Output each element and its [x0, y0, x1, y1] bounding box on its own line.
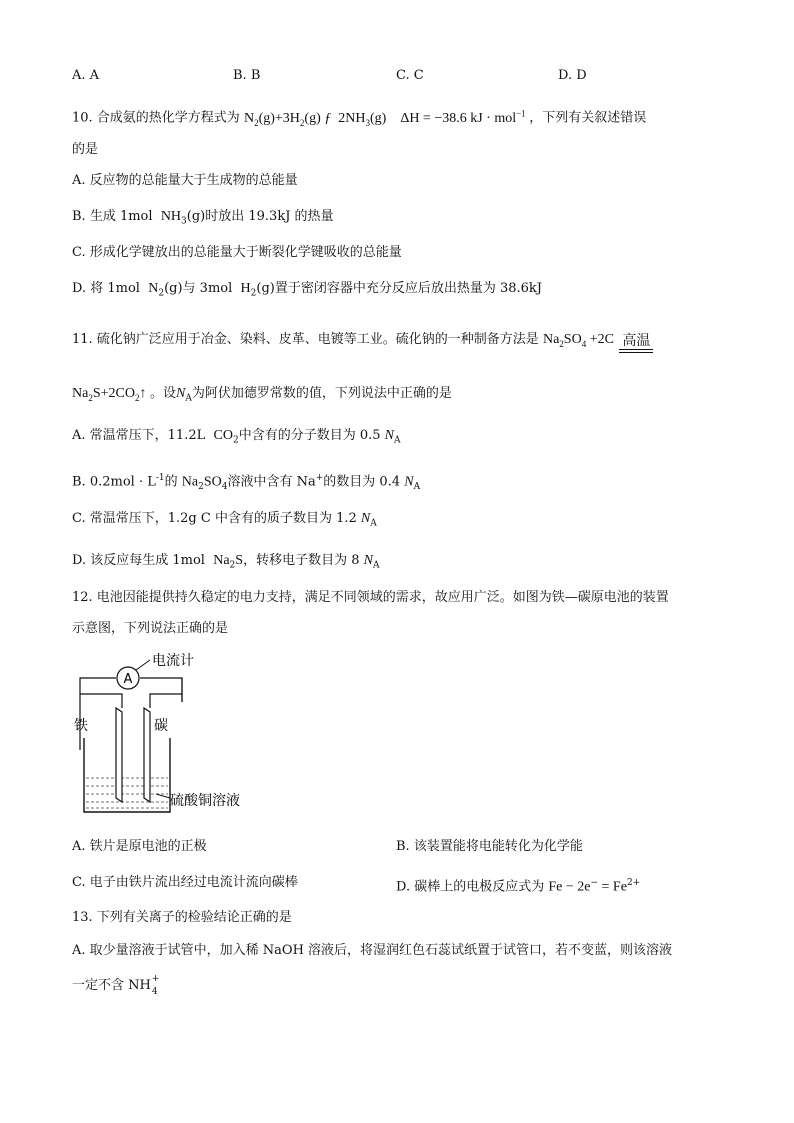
q11-option-b-na: Na	[181, 474, 199, 490]
ammeter-symbol: A	[123, 672, 133, 687]
q11-option-a-co2-sub: 2	[232, 435, 239, 446]
q11-option-b-na-sup: +	[315, 473, 324, 483]
eq-n2: N	[243, 110, 255, 126]
galvanic-cell-diagram	[70, 650, 290, 825]
q10-option-c: C. 形成化学键放出的总能量大于断裂化学键吸收的总能量	[72, 245, 402, 260]
q10-prefix: 10. 合成氨的热化学方程式为	[72, 110, 240, 126]
q11-equal-bars	[619, 349, 653, 353]
q9-option-d: D. D	[558, 68, 587, 83]
q10-option-d	[72, 279, 542, 304]
q12-option-d	[396, 873, 640, 897]
q11-so-sub: 4	[581, 338, 587, 349]
q12-option-a: A. 铁片是原电池的正极	[72, 839, 207, 854]
q13-stem: 13. 下列有关离子的检验结论正确的是	[72, 910, 292, 925]
q11-option-d-text: D. 该反应每生成 1mol	[72, 553, 205, 568]
q11-option-b-sup: -1	[155, 473, 165, 483]
q11-after2: 为阿伏加德罗常数的值，下列说法中正确的是	[191, 386, 452, 401]
q10-option-d-n2-sub: 2	[158, 288, 165, 299]
q11-option-b-so-sub: 4	[221, 481, 228, 492]
q12-option-d-e-sup: −	[590, 878, 599, 888]
q10-option-d-rest: (g)置于密闭容器中充分反应后放出热量为 38.6kJ	[256, 281, 543, 296]
iron-electrode	[116, 708, 122, 802]
q11-option-a-co2: CO	[213, 428, 233, 443]
q12-stem-line1: 12. 电池因能提供持久稳定的电力支持，满足不同领域的需求，故应用广泛。如图为铁—碳原电池的装置	[72, 590, 669, 605]
q11-after: 。设	[149, 386, 176, 401]
solution-label: 硫酸铜溶液	[170, 793, 240, 809]
q10-stem	[72, 103, 646, 132]
eq-h2-sub: 2	[299, 117, 305, 128]
q11-option-b-text: B. 0.2mol · L	[72, 474, 156, 490]
q11-option-b-n-sub: A	[413, 481, 421, 492]
solution-leader	[156, 794, 170, 798]
q9-option-b: B. B	[233, 68, 261, 83]
q10-option-b-sub: 3	[181, 216, 187, 227]
q13-option-a-text: 一定不含 NH	[72, 978, 151, 993]
carbon-connector	[150, 694, 182, 708]
ammeter-label: 电流计	[152, 653, 194, 669]
q11-na: Na	[542, 332, 560, 347]
q11-option-d-n: N	[363, 553, 373, 568]
solution	[86, 778, 168, 808]
q11-option-b-so: SO	[203, 474, 222, 490]
q13-option-a-line2	[72, 976, 159, 996]
q9-option-c: C. C	[396, 68, 424, 83]
q12-option-b: B. 该装置能将电能转化为化学能	[396, 839, 583, 854]
eq-part2: (g)	[304, 110, 321, 126]
q12-option-d-eq2: = Fe	[598, 879, 627, 895]
q9-options	[72, 66, 712, 86]
q11-na-symbol-sub: A	[185, 393, 192, 404]
q13-nh4-scripts	[151, 974, 160, 997]
q12-option-d-fe-sup: 2+	[626, 878, 641, 888]
q9-option-a: A. A	[72, 68, 100, 83]
q13-option-a-line1: A. 取少量溶液于试管中，加入稀 NaOH 溶液后，将湿润红色石蕊试纸置于试管口，若不变蓝，则该溶液	[72, 943, 673, 958]
q11-option-c	[72, 509, 377, 534]
q11-option-c-text: C. 常温常压下，1.2g C 中含有的质子数目为 1.2	[72, 511, 357, 526]
q11-option-b-rest: 溶液中含有 Na	[227, 474, 316, 490]
q12-option-d-text: D. 碳棒上的电极反应式为	[396, 879, 545, 895]
q11-option-b-rest2: 的数目为 0.4	[323, 474, 401, 490]
q10-stem-line2: 的是	[72, 142, 99, 157]
q11-option-b	[72, 468, 420, 497]
q11-na-symbol: N	[175, 386, 186, 401]
eq-nh3-sub: 3	[365, 117, 370, 128]
q13-nh4-sub: 4	[151, 987, 158, 997]
q10-option-b-rest: (g)时放出 19.3kJ 的热量	[186, 209, 334, 224]
q11-prefix: 11. 硫化钠广泛应用于冶金、染料、皮革、电镀等工业。硫化钠的一种制备方法是	[72, 332, 539, 347]
q10-option-d-h2: H	[240, 281, 251, 296]
eq-n2-sub: 2	[254, 117, 259, 128]
q11-condition-text: 高温	[622, 333, 651, 349]
eq-nh3: 2NH	[338, 110, 366, 126]
q10-option-b	[72, 207, 334, 232]
q11-gas-arrow: ↑	[139, 386, 147, 401]
q11-option-a-rest: 中含有的分子数目为 0.5	[238, 428, 381, 443]
q11-so: SO	[563, 332, 582, 347]
q11-option-d-n-sub: A	[372, 560, 380, 571]
q10-option-d-n2: N	[148, 281, 159, 296]
q11-prod-na: Na	[72, 386, 89, 401]
ammeter-leader	[136, 660, 150, 670]
q11-option-c-n: N	[360, 511, 371, 526]
q10-equation	[243, 108, 529, 128]
eq-part3: (g)	[369, 110, 387, 126]
q11-option-d-s: S	[235, 553, 244, 568]
q10-option-a: A. 反应物的总能量大于生成物的总能量	[72, 173, 298, 188]
q10-option-d-text: D. 将 1mol	[72, 281, 140, 296]
carbon-label: 碳	[154, 718, 168, 734]
iron-label: 铁	[74, 718, 88, 734]
eq-arrow: ƒ	[324, 110, 332, 126]
q11-option-b-na-sub: 2	[198, 481, 204, 492]
q11-option-c-n-sub: A	[370, 518, 377, 529]
eq-dh: ΔH = −38.6 kJ · mol	[400, 110, 517, 126]
q11-option-b-n: N	[404, 474, 414, 490]
q11-reactants	[543, 332, 617, 347]
q11-products	[72, 386, 150, 401]
iron-connector	[80, 694, 122, 708]
q13-nh4-sup: +	[151, 974, 160, 984]
q11-option-d-rest: ，转移电子数目为 8	[243, 553, 360, 568]
q10-option-b-text: B. 生成 1mol	[72, 209, 153, 224]
q11-option-a-n: N	[384, 428, 394, 443]
q11-option-d-na: Na	[213, 553, 230, 568]
q11-option-d	[72, 551, 379, 576]
q10-option-d-mid: (g)与 3mol	[164, 281, 233, 296]
q10-suffix: ，下列有关叙述错误	[529, 110, 647, 126]
q11-stem-line2	[72, 384, 452, 409]
q11-option-a-n-sub: A	[393, 435, 401, 446]
q11-prod-s: S+2CO	[92, 386, 135, 401]
q11-prod-na-sub: 2	[88, 392, 93, 403]
q11-plus: +2C	[589, 332, 614, 347]
q11-na-sub: 2	[559, 338, 564, 349]
q12-stem-line2: 示意图，下列说法正确的是	[72, 621, 229, 636]
eq-dh-sup: −1	[516, 108, 526, 118]
q11-option-a	[72, 426, 400, 451]
q11-option-a-text: A. 常温常压下，11.2L	[72, 428, 206, 443]
q11-reaction-condition	[619, 333, 653, 353]
eq-part1: (g)+3H	[258, 110, 300, 126]
q10-option-b-formula: NH	[160, 209, 182, 224]
beaker	[84, 738, 170, 812]
q12-option-c: C. 电子由铁片流出经过电流计流向碳棒	[72, 875, 298, 890]
q10-option-d-h2-sub: 2	[250, 288, 257, 299]
q12-option-d-eq: Fe − 2e	[548, 879, 591, 895]
carbon-electrode	[144, 708, 150, 802]
q11-prod-co-sub: 2	[134, 392, 140, 403]
q11-stem	[72, 330, 653, 354]
q11-option-d-na-sub: 2	[229, 560, 236, 571]
q11-option-b-mid: 的	[164, 474, 178, 490]
